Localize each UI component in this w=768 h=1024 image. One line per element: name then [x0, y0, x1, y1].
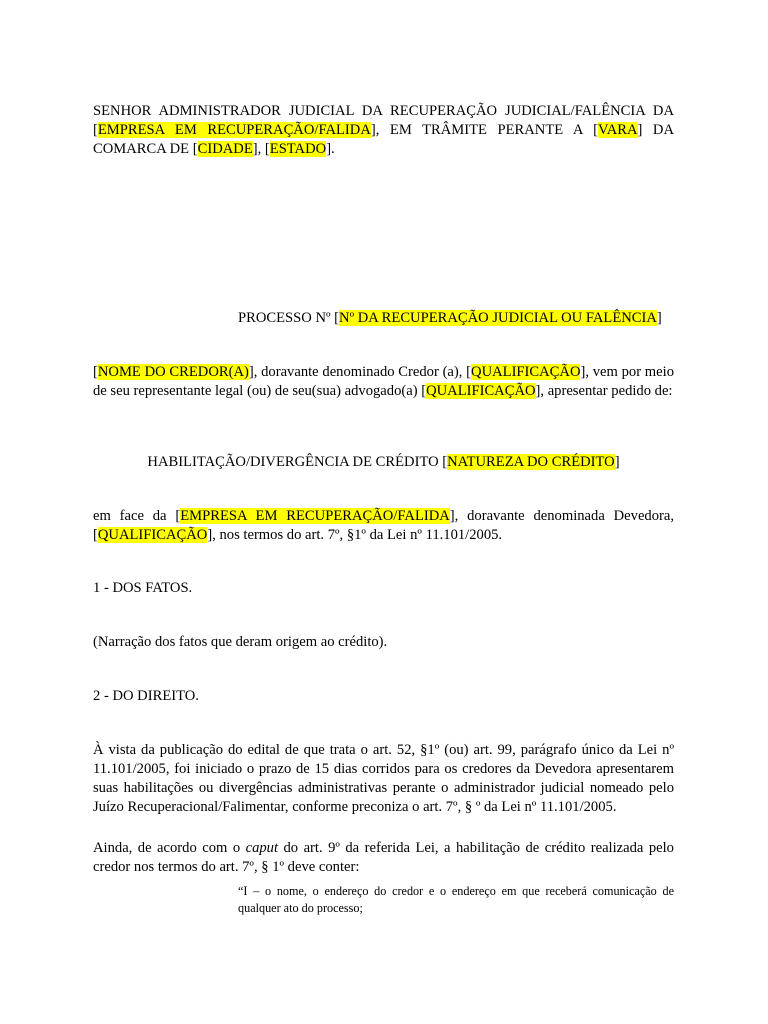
- debtor-text: em face da [: [93, 508, 181, 524]
- paragraph-2-text: do art. 9º da referida Lei, a habilitação de crédito realizada pelo credor nos termos do art. 7º, § 1º deve conter:: [93, 840, 674, 875]
- placeholder-lawyer-qualification: QUALIFICAÇÃO: [426, 383, 536, 399]
- placeholder-process-number: Nº DA RECUPERAÇÃO JUDICIAL OU FALÊNCIA: [339, 310, 657, 326]
- creditor-text: ], doravante denominado Credor (a), [: [248, 364, 472, 380]
- debtor-text: ], nos termos do art. 7º, §1º da Lei nº 11.101/2005.: [207, 527, 503, 543]
- addressee-text: ], [: [252, 141, 270, 157]
- section-2-paragraph-1: À vista da publicação do edital de que trata o art. 52, §1º (ou) art. 99, parágrafo único da Lei nº 11.101/2005, foi iniciado o prazo de 15 dias corridos para os credores da Devedora apresentarem suas habilitações ou divergências administrativas perante o administrador judicial nomeado pelo Juízo Recuperacional/Falimentar, conforme preconiza o art. 7º, § º da Lei nº 11.101/2005.: [93, 742, 674, 815]
- paragraph-2-caput: caput: [245, 840, 279, 856]
- placeholder-company: EMPRESA EM RECUPERAÇÃO/FALIDA: [97, 122, 371, 138]
- section-1-title: 1 - DOS FATOS.: [93, 580, 193, 596]
- addressee-text: ].: [326, 141, 335, 157]
- placeholder-debtor-qualification: QUALIFICAÇÃO: [97, 527, 208, 543]
- process-label: PROCESSO Nº [: [238, 310, 340, 326]
- debtor-paragraph: [93, 507, 674, 545]
- request-heading: [93, 453, 674, 472]
- request-heading-text: HABILITAÇÃO/DIVERGÊNCIA DE CRÉDITO [: [147, 454, 448, 470]
- placeholder-city: CIDADE: [197, 141, 253, 157]
- addressee-paragraph: [93, 102, 674, 159]
- placeholder-state: ESTADO: [269, 141, 327, 157]
- creditor-text: ], apresentar pedido de:: [535, 383, 673, 399]
- section-1-body: (Narração dos fatos que deram origem ao crédito).: [93, 634, 388, 650]
- placeholder-creditor-qualification: QUALIFICAÇÃO: [471, 364, 581, 380]
- debtor-text: ], doravante denominada Devedora, [: [93, 508, 674, 543]
- request-heading-close: ]: [614, 454, 620, 470]
- section-2-paragraph-2: [93, 839, 674, 877]
- addressee-text: SENHOR ADMINISTRADOR JUDICIAL DA RECUPERAÇÃO JUDICIAL/FALÊNCIA DA [: [93, 103, 674, 138]
- placeholder-credit-nature: NATUREZA DO CRÉDITO: [447, 454, 615, 470]
- creditor-text: [: [93, 364, 98, 380]
- creditor-text: ], vem por meio de seu representante legal (ou) de seu(sua) advogado(a) [: [93, 364, 674, 399]
- paragraph-2-text: Ainda, de acordo com o: [93, 840, 246, 856]
- addressee-text: ], EM TRÂMITE PERANTE A [: [370, 122, 599, 138]
- process-number-line: [238, 309, 674, 328]
- creditor-paragraph: [93, 363, 674, 401]
- section-2-title: 2 - DO DIREITO.: [93, 688, 199, 704]
- addressee-text: ] DA COMARCA DE [: [93, 122, 674, 157]
- process-label-close: ]: [656, 310, 662, 326]
- placeholder-debtor-company: EMPRESA EM RECUPERAÇÃO/FALIDA: [180, 508, 450, 524]
- law-quote: “I – o nome, o endereço do credor e o endereço em que receberá comunicação de qualquer ato do processo;: [238, 884, 674, 915]
- placeholder-court: VARA: [598, 122, 638, 138]
- placeholder-creditor-name: NOME DO CREDOR(A): [97, 364, 249, 380]
